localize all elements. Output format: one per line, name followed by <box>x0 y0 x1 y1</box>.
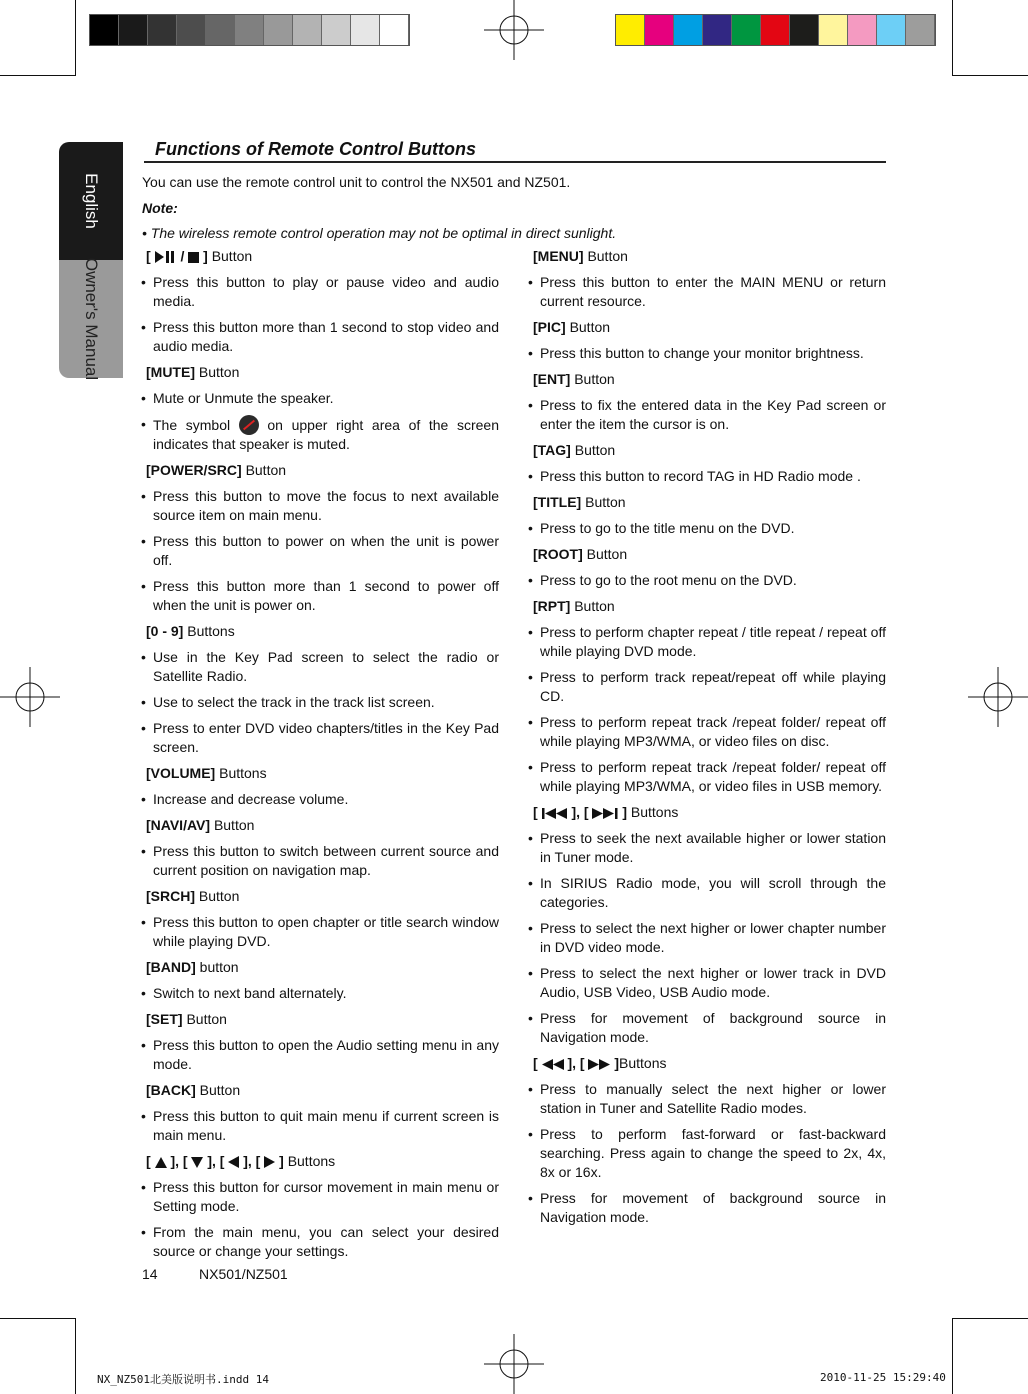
list-item: • From the main menu, you can select your desired source or change your settings. <box>141 1223 499 1261</box>
mute-symbol-icon <box>239 415 259 435</box>
list-item: • Use to select the track in the track list screen. <box>141 693 499 712</box>
print-timestamp: 2010-11-25 15:29:40 <box>820 1371 946 1384</box>
up-arrow-icon <box>155 1157 167 1168</box>
list-item: • Press this button to record TAG in HD Radio mode . <box>528 467 886 486</box>
file-slug: NX_NZ501北美版说明书.indd 14 <box>97 1373 269 1386</box>
mute-heading: [MUTE] Button <box>146 364 240 380</box>
list-item: • Press this button to enter the MAIN MENU or return current resource. <box>528 273 886 311</box>
list-item: • Press to enter DVD video chapters/titles in the Key Pad screen. <box>141 719 499 757</box>
right-column <box>528 247 886 1234</box>
stop-icon <box>188 252 199 263</box>
list-item: • Press to perform track repeat/repeat off while playing CD. <box>528 668 886 706</box>
crop-mark <box>0 75 76 76</box>
manual-tab <box>59 257 123 381</box>
color-bar <box>615 14 936 46</box>
skip-back-icon <box>542 808 568 819</box>
list-item: • Press this button for cursor movement in main menu or Setting mode. <box>141 1178 499 1216</box>
list-item: • Press to manually select the next higher or lower station in Tuner and Satellite Radio modes. <box>528 1080 886 1118</box>
number-keys-heading: [0 - 9] Buttons <box>146 623 235 639</box>
list-item: • Press this button to open the Audio setting menu in any mode. <box>141 1036 499 1074</box>
note-label: Note: <box>142 200 178 216</box>
crop-mark <box>75 1318 76 1394</box>
navi-av-heading: [NAVI/AV] Button <box>146 817 255 833</box>
section-title: Functions of Remote Control Buttons <box>155 139 476 159</box>
volume-heading: [VOLUME] Buttons <box>146 765 267 781</box>
list-item: • Mute or Unmute the speaker. <box>141 389 499 408</box>
set-heading: [SET] Button <box>146 1011 227 1027</box>
grayscale-bar <box>89 14 410 46</box>
list-item: • Press this button to switch between current source and current position on navigation map. <box>141 842 499 880</box>
model-name: NX501/NZ501 <box>199 1266 288 1282</box>
list-item: • The symbol on upper right area of the screen indicates that speaker is muted. <box>141 415 499 454</box>
right-arrow-icon <box>264 1156 275 1168</box>
srch-heading: [SRCH] Button <box>146 888 240 904</box>
list-item: • Increase and decrease volume. <box>141 790 499 809</box>
list-item: • Press for movement of background source in Navigation mode. <box>528 1009 886 1047</box>
down-arrow-icon <box>191 1157 203 1168</box>
list-item: • Press to fix the entered data in the Key Pad screen or enter the item the cursor is on. <box>528 396 886 434</box>
power-src-heading: [POWER/SRC] Button <box>146 462 287 478</box>
title-divider <box>144 161 886 163</box>
registration-mark-icon <box>484 1334 544 1394</box>
crop-mark <box>952 1318 953 1394</box>
manual-label: Owner's Manual <box>82 257 101 381</box>
list-item: • Press this button more than 1 second to power off when the unit is power on. <box>141 577 499 615</box>
left-arrow-icon <box>228 1156 239 1168</box>
list-item: • Press to perform repeat track /repeat folder/ repeat off while playing MP3/WMA, or video files on disc. <box>528 713 886 751</box>
rpt-heading: [RPT] Button <box>533 598 615 614</box>
language-label: English <box>82 173 101 229</box>
list-item: • Press to perform chapter repeat / title repeat / repeat off while playing DVD mode. <box>528 623 886 661</box>
list-item: • Press to select the next higher or lower track in DVD Audio, USB Video, USB Audio mode. <box>528 964 886 1002</box>
rewind-icon <box>542 1059 564 1070</box>
list-item: • Press to perform fast-forward or fast-backward searching. Press again to change the speed to 2x, 4x, 8x or 16x. <box>528 1125 886 1182</box>
fast-forward-icon <box>588 1059 610 1070</box>
root-heading: [ROOT] Button <box>533 546 628 562</box>
play-pause-icon <box>155 251 177 263</box>
list-item: • In SIRIUS Radio mode, you will scroll through the categories. <box>528 874 886 912</box>
list-item: • Press this button to change your monitor brightness. <box>528 344 886 363</box>
skip-forward-icon <box>592 808 618 819</box>
intro-text: You can use the remote control unit to control the NX501 and NZ501. <box>142 174 571 190</box>
menu-heading: [MENU] Button <box>533 248 628 264</box>
list-item: • Press to go to the title menu on the DVD. <box>528 519 886 538</box>
list-item: • Press this button more than 1 second to stop video and audio media. <box>141 318 499 356</box>
page-number: 14 <box>142 1266 158 1282</box>
list-item: • Use in the Key Pad screen to select the radio or Satellite Radio. <box>141 648 499 686</box>
list-item: • Press for movement of background source in Navigation mode. <box>528 1189 886 1227</box>
band-heading: [BAND] button <box>146 959 239 975</box>
play-stop-heading: [ / ] Button <box>146 248 253 264</box>
left-column <box>141 247 499 1268</box>
registration-mark-icon <box>968 667 1028 727</box>
list-item: • Press to select the next higher or lower chapter number in DVD video mode. <box>528 919 886 957</box>
fast-search-heading: [ ], [ ]Buttons <box>533 1055 667 1071</box>
crop-mark <box>952 0 953 76</box>
title-heading: [TITLE] Button <box>533 494 626 510</box>
registration-mark-icon <box>484 0 544 60</box>
tag-heading: [TAG] Button <box>533 442 616 458</box>
note-text: • The wireless remote control operation may not be optimal in direct sunlight. <box>142 225 617 241</box>
pic-heading: [PIC] Button <box>533 319 611 335</box>
crop-mark <box>952 75 1028 76</box>
crop-mark <box>0 1318 76 1319</box>
list-item: • Press to perform repeat track /repeat folder/ repeat off while playing MP3/WMA, or video files in USB memory. <box>528 758 886 796</box>
list-item: • Press this button to power on when the unit is power off. <box>141 532 499 570</box>
list-item: • Press this button to move the focus to next available source item on main menu. <box>141 487 499 525</box>
list-item: • Switch to next band alternately. <box>141 984 499 1003</box>
skip-heading: [ ], [ ] Buttons <box>533 804 679 820</box>
crop-mark <box>952 1318 1028 1319</box>
back-heading: [BACK] Button <box>146 1082 241 1098</box>
ent-heading: [ENT] Button <box>533 371 615 387</box>
crop-mark <box>75 0 76 76</box>
list-item: • Press this button to play or pause video and audio media. <box>141 273 499 311</box>
registration-mark-icon <box>0 667 60 727</box>
list-item: • Press this button to open chapter or title search window while playing DVD. <box>141 913 499 951</box>
language-tab <box>59 142 123 260</box>
list-item: • Press to go to the root menu on the DVD. <box>528 571 886 590</box>
arrow-keys-heading: [ ], [ ], [ ], [ ] Buttons <box>146 1153 336 1169</box>
list-item: • Press this button to quit main menu if current screen is main menu. <box>141 1107 499 1145</box>
list-item: • Press to seek the next available higher or lower station in Tuner mode. <box>528 829 886 867</box>
